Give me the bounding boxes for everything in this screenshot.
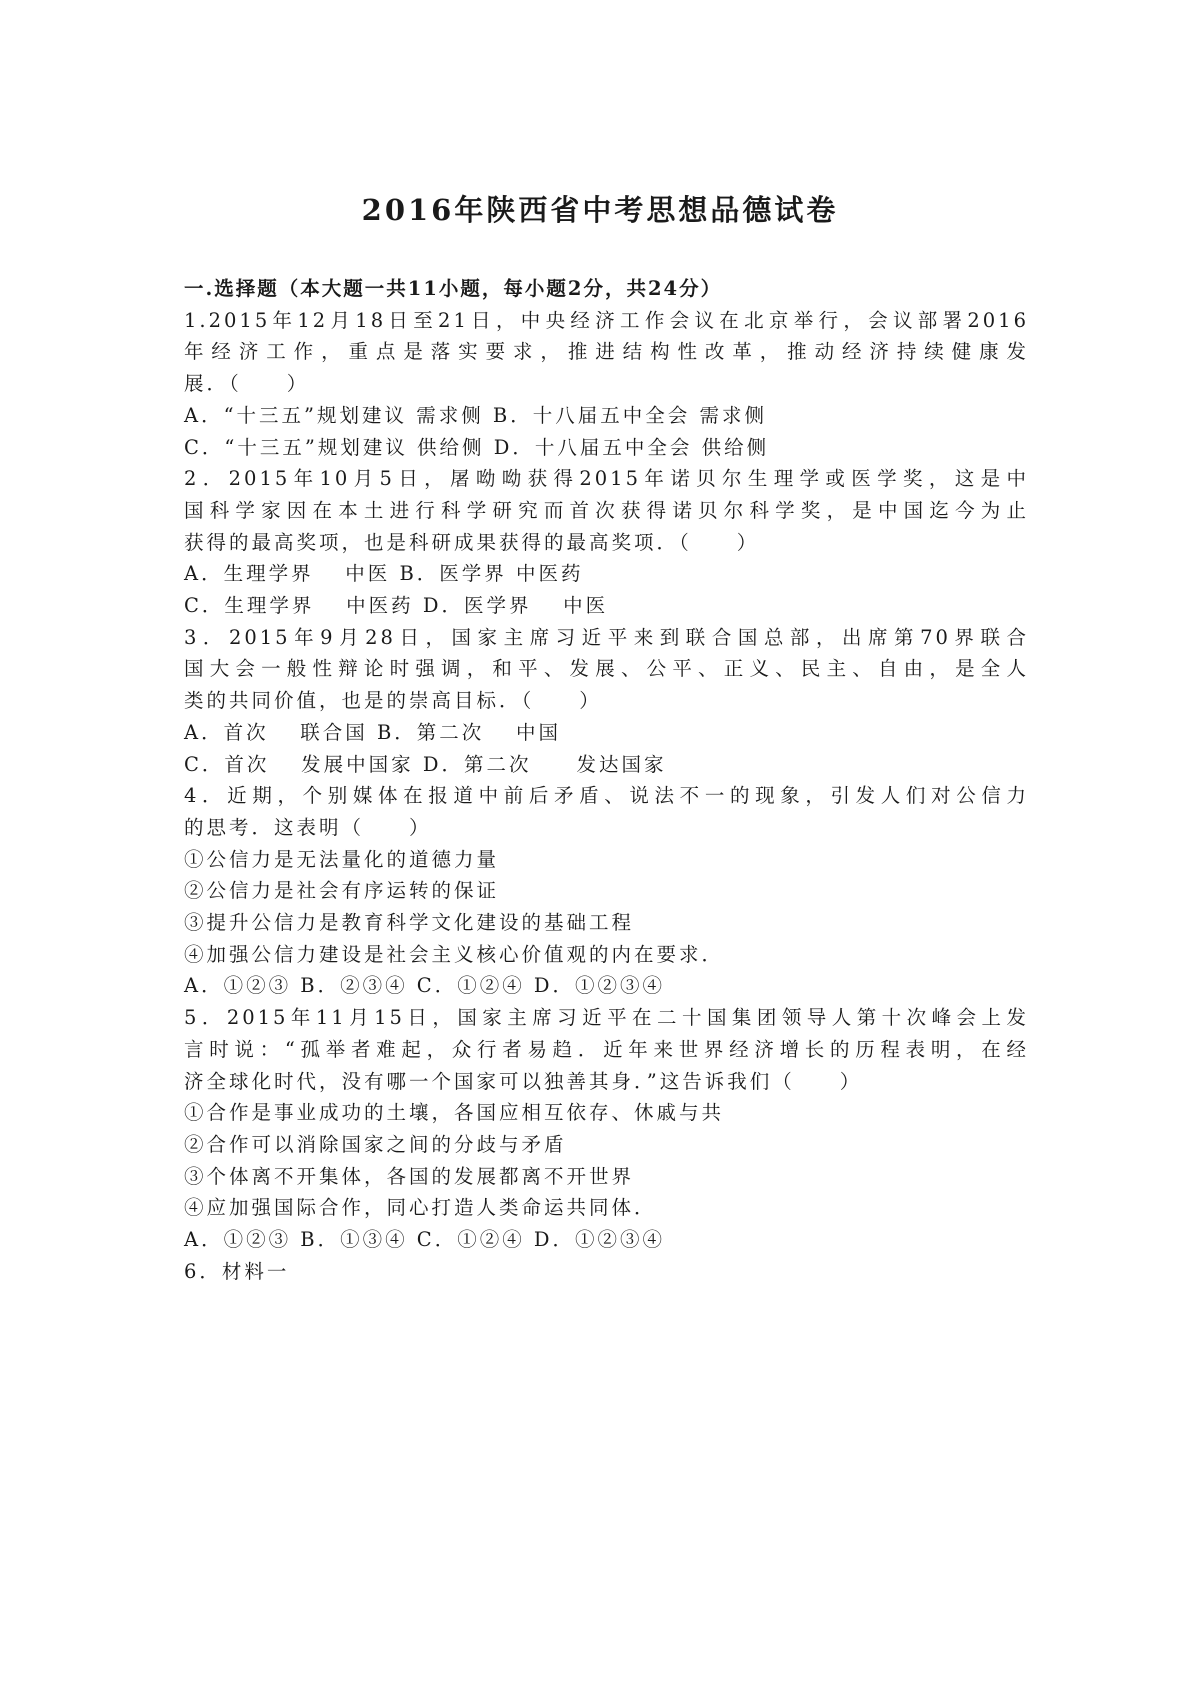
statement-item: ②合作可以消除国家之间的分歧与矛盾 (184, 1132, 567, 1156)
statement-item: ③提升公信力是教育科学文化建设的基础工程 (184, 911, 635, 935)
answer-options: A．“十三五”规划建议 需求侧 B．十八届五中全会 需求侧 (184, 403, 767, 427)
question-stem-line: 3．2015年9月28日，国家主席习近平来到联合国总部，出席第70界联合 (184, 625, 1029, 649)
question-6 (184, 1256, 1029, 1288)
question-stem-line: 展．（ ） (184, 372, 310, 396)
question-stem-line: 的思考．这表明（ ） (184, 815, 432, 839)
question-stem-line: 获得的最高奖项，也是科研成果获得的最高奖项．（ ） (184, 530, 760, 554)
question-stem-line: 言时说：“孤举者难起，众行者易趋．近年来世界经济增长的历程表明，在经 (184, 1037, 1029, 1061)
statement-item: ③个体离不开集体，各国的发展都离不开世界 (184, 1164, 635, 1188)
statement-item: ①合作是事业成功的土壤，各国应相互依存、休戚与共 (184, 1101, 725, 1125)
question-stem-line: 4．近期，个别媒体在报道中前后矛盾、说法不一的现象，引发人们对公信力 (184, 784, 1029, 808)
section-heading: 一.选择题（本大题一共11小题，每小题2分，共24分） (184, 277, 723, 300)
answer-options: C．“十三五”规划建议 供给侧 D．十八届五中全会 供给侧 (184, 435, 770, 459)
answer-options: A．首次 联合国 B．第二次 中国 (184, 720, 562, 744)
question-stem-line: 济全球化时代，没有哪一个国家可以独善其身．”这告诉我们（ ） (184, 1069, 863, 1093)
answer-options: C．生理学界 中医药 D．医学界 中医 (184, 594, 609, 618)
question-stem-line: 类的共同价值，也是的崇高目标．（ ） (184, 689, 602, 713)
answer-options: A．生理学界 中医 B．医学界 中医药 (184, 562, 584, 586)
question-stem-line: 6．材料一 (184, 1259, 290, 1283)
question-3 (184, 622, 1029, 781)
answer-options: A．①②③ B．②③④ C．①②④ D．①②③④ (184, 974, 666, 998)
answer-options: A．①②③ B．①③④ C．①②④ D．①②③④ (184, 1228, 666, 1252)
answer-options: C．首次 发展中国家 D．第二次 发达国家 (184, 752, 667, 776)
question-stem-line: 5．2015年11月15日，国家主席习近平在二十国集团领导人第十次峰会上发 (184, 1006, 1029, 1030)
exam-content (184, 273, 1029, 1288)
statement-item: ①公信力是无法量化的道德力量 (184, 847, 500, 871)
question-stem-line: 国大会一般性辩论时强调，和平、发展、公平、正义、民主、自由，是全人 (184, 657, 1029, 681)
question-5 (184, 1002, 1029, 1256)
statement-item: ④加强公信力建设是社会主义核心价值观的内在要求． (184, 942, 725, 966)
question-1 (184, 305, 1029, 464)
question-stem-line: 年经济工作，重点是落实要求，推进结构性改革，推动经济持续健康发 (184, 340, 1029, 364)
exam-title: 2016年陕西省中考思想品德试卷 (361, 193, 839, 227)
statement-item: ④应加强国际合作，同心打造人类命运共同体． (184, 1196, 657, 1220)
question-4 (184, 780, 1029, 1002)
question-2 (184, 463, 1029, 622)
question-stem-line: 2．2015年10月5日，屠呦呦获得2015年诺贝尔生理学或医学奖，这是中 (184, 467, 1029, 491)
question-stem-line: 国科学家因在本土进行科学研究而首次获得诺贝尔科学奖，是中国迄今为止 (184, 498, 1029, 522)
question-stem-line: 1.2015年12月18日至21日，中央经济工作会议在北京举行，会议部署2016 (184, 308, 1029, 332)
statement-item: ②公信力是社会有序运转的保证 (184, 879, 500, 903)
